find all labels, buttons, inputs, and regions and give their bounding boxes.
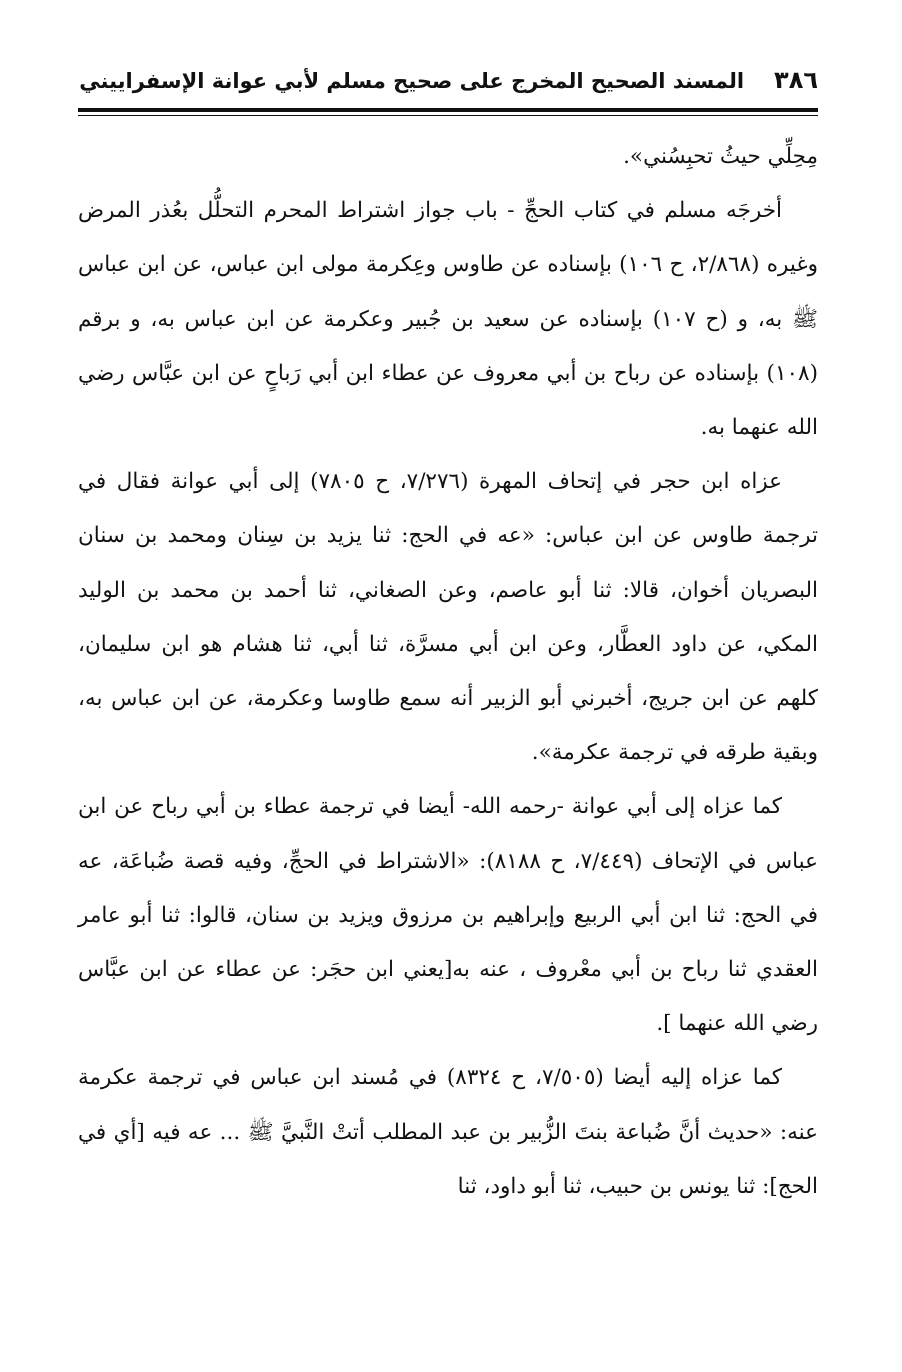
paragraph: مِحِلِّي حيثُ تحبِسُني». xyxy=(623,144,818,169)
header-rule-thin xyxy=(78,115,818,116)
paragraph: كما عزاه إليه أيضا (٧/٥٠٥، ح ٨٣٢٤) في مُسند ابن عباس في ترجمة عكرمة عنه: «حديث أنَّ ضُباعة بنتَ الزُّبير بن عبد المطلب أتتْ النَّبيَّ ﷺ ... عه فيه [أي في الحج]: ثنا يونس بن حبيب، ثنا أبو داود، ثنا xyxy=(78,1065,818,1199)
body-text xyxy=(78,130,818,1214)
header-rule-thick xyxy=(78,108,818,112)
page-number: ٣٨٦ xyxy=(774,66,818,94)
paragraph: عزاه ابن حجر في إتحاف المهرة (٧/٢٧٦، ح ٧٨٠٥) إلى أبي عوانة فقال في ترجمة طاوس عن ابن عباس: «عه في الحج: ثنا يزيد بن سِنان ومحمد بن سنان البصريان أخوان، قالا: ثنا أبو عاصم، وعن الصغاني، ثنا أحمد بن محمد بن الوليد المكي، عن داود العطَّار، وعن ابن أبي مسرَّة، ثنا أبي، ثنا هشام هو ابن سليمان، كلهم عن ابن جريج، أخبرني أبو الزبير أنه سمع طاوسا وعكرمة، عن ابن عباس به، وبقية طرقه في ترجمة عكرمة». xyxy=(78,469,818,766)
paragraph: أخرجَه مسلم في كتاب الحجِّ - باب جواز اشتراط المحرم التحلُّل بعُذر المرض وغيره (٢/٨٦٨، ح ١٠٦) بإسناده عن طاوس وعِكرمة مولى ابن عباس، عن ابن عباس ﷺ به، و (ح ١٠٧) بإسناده عن سعيد بن جُبير وعكرمة عن ابن عباس به، و برقم (١٠٨) بإسناده عن رباح بن أبي معروف عن عطاء ابن أبي رَباحٍ عن ابن عبَّاس رضي الله عنهما به. xyxy=(78,198,819,441)
page xyxy=(78,66,818,1214)
paragraph: كما عزاه إلى أبي عوانة -رحمه الله- أيضا في ترجمة عطاء بن أبي رباح عن ابن عباس في الإتحاف (٧/٤٤٩، ح ٨١٨٨): «الاشتراط في الحجِّ، وفيه قصة ضُباعَة، عه في الحج: ثنا ابن أبي الربيع وإبراهيم بن مرزوق ويزيد بن سنان، قالوا: ثنا أبو عامر العقدي ثنا رباح بن أبي معْروف ، عنه به[يعني ابن حجَر: عن عطاء عن ابن عبَّاس رضي الله عنهما ]. xyxy=(78,794,818,1037)
page-header xyxy=(78,66,818,106)
running-title: المسند الصحيح المخرج على صحيح مسلم لأبي عوانة الإسفراييني xyxy=(79,69,745,93)
